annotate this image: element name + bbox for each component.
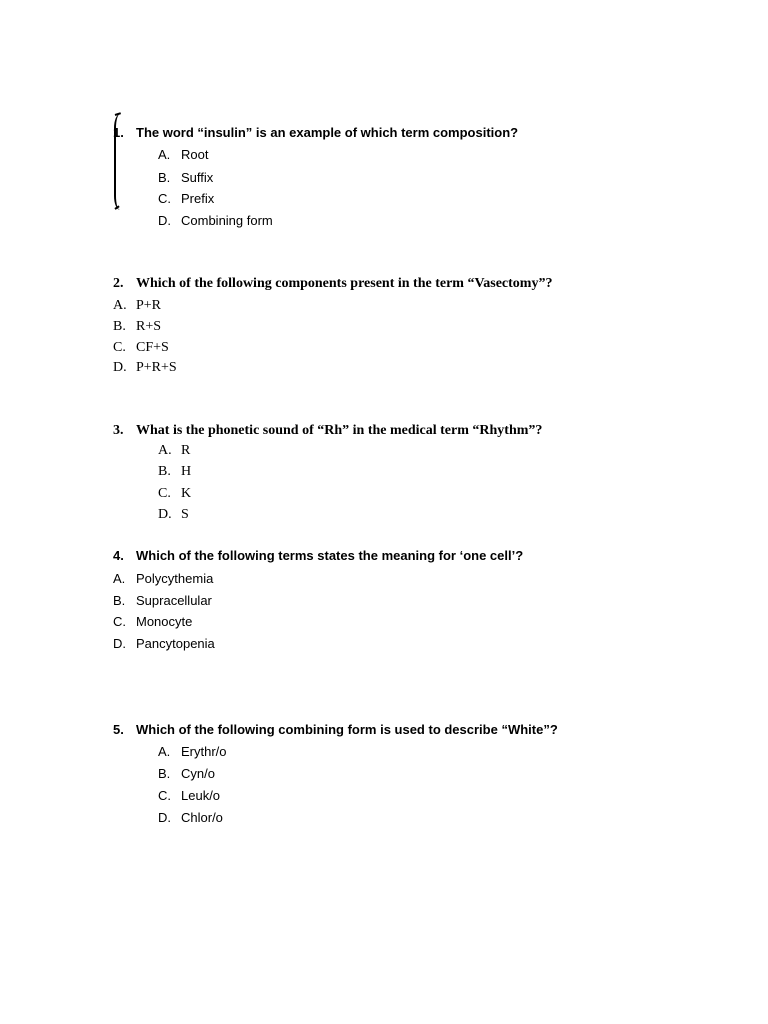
option-text: S xyxy=(181,507,189,522)
option-b xyxy=(0,464,768,480)
option-letter: A. xyxy=(158,443,172,458)
option-c xyxy=(0,614,768,630)
option-letter: C. xyxy=(113,340,126,355)
question-number: 2. xyxy=(113,276,124,291)
option-letter: B. xyxy=(158,170,171,185)
option-b xyxy=(0,766,768,782)
option-letter: D. xyxy=(113,636,126,651)
question-number: 1. xyxy=(113,125,124,140)
question-number: 4. xyxy=(113,548,124,563)
option-letter: A. xyxy=(158,744,171,759)
option-d xyxy=(0,636,768,652)
option-letter: D. xyxy=(158,213,171,228)
option-letter: C. xyxy=(158,788,171,803)
option-d xyxy=(0,360,768,376)
option-a xyxy=(0,744,768,760)
option-a xyxy=(0,443,768,459)
option-c xyxy=(0,486,768,502)
option-letter: A. xyxy=(113,571,126,586)
question-text: Which of the following components present in the term “Vasectomy”? xyxy=(136,276,553,291)
option-text: Erythr/o xyxy=(181,744,227,759)
option-letter: A. xyxy=(158,147,171,162)
option-text: Prefix xyxy=(181,191,215,206)
option-text: CF+S xyxy=(136,340,169,355)
option-letter: B. xyxy=(113,593,126,608)
option-c xyxy=(0,191,768,207)
option-letter: C. xyxy=(158,486,171,501)
option-letter: B. xyxy=(158,766,171,781)
option-d xyxy=(0,810,768,826)
question-text: What is the phonetic sound of “Rh” in the medical term “Rhythm”? xyxy=(136,423,543,438)
option-text: R+S xyxy=(136,319,162,334)
option-letter: C. xyxy=(113,614,126,629)
option-a xyxy=(0,571,768,587)
option-text: Suffix xyxy=(181,170,214,185)
option-letter: D. xyxy=(158,810,171,825)
option-d xyxy=(0,507,768,523)
option-b xyxy=(0,170,768,186)
option-text: K xyxy=(181,486,192,501)
option-text: H xyxy=(181,464,192,479)
option-letter: D. xyxy=(113,360,127,375)
option-c xyxy=(0,340,768,356)
option-d xyxy=(0,213,768,229)
question-number: 5. xyxy=(113,722,124,737)
option-text: R xyxy=(181,443,191,458)
option-letter: C. xyxy=(158,191,171,206)
option-letter: B. xyxy=(158,464,171,479)
option-text: Polycythemia xyxy=(136,571,214,586)
option-b xyxy=(0,319,768,335)
option-text: Monocyte xyxy=(136,614,193,629)
option-text: Pancytopenia xyxy=(136,636,215,651)
option-text: Supracellular xyxy=(136,593,212,608)
option-b xyxy=(0,593,768,609)
option-a xyxy=(0,147,768,163)
option-text: P+R+S xyxy=(136,360,177,375)
question-number: 3. xyxy=(113,423,124,438)
option-letter: A. xyxy=(113,298,127,313)
option-text: Root xyxy=(181,147,209,162)
option-text: Cyn/o xyxy=(181,766,215,781)
option-text: P+R xyxy=(136,298,162,313)
option-text: Combining form xyxy=(181,213,273,228)
question-text: The word “insulin” is an example of which term composition? xyxy=(136,125,519,140)
option-letter: B. xyxy=(113,319,126,334)
option-text: Leuk/o xyxy=(181,788,221,803)
question-text: Which of the following combining form is used to describe “White”? xyxy=(136,722,558,737)
option-a xyxy=(0,298,768,314)
question-text: Which of the following terms states the meaning for ‘one cell’? xyxy=(136,548,524,563)
option-text: Chlor/o xyxy=(181,810,223,825)
option-c xyxy=(0,788,768,804)
option-letter: D. xyxy=(158,507,172,522)
